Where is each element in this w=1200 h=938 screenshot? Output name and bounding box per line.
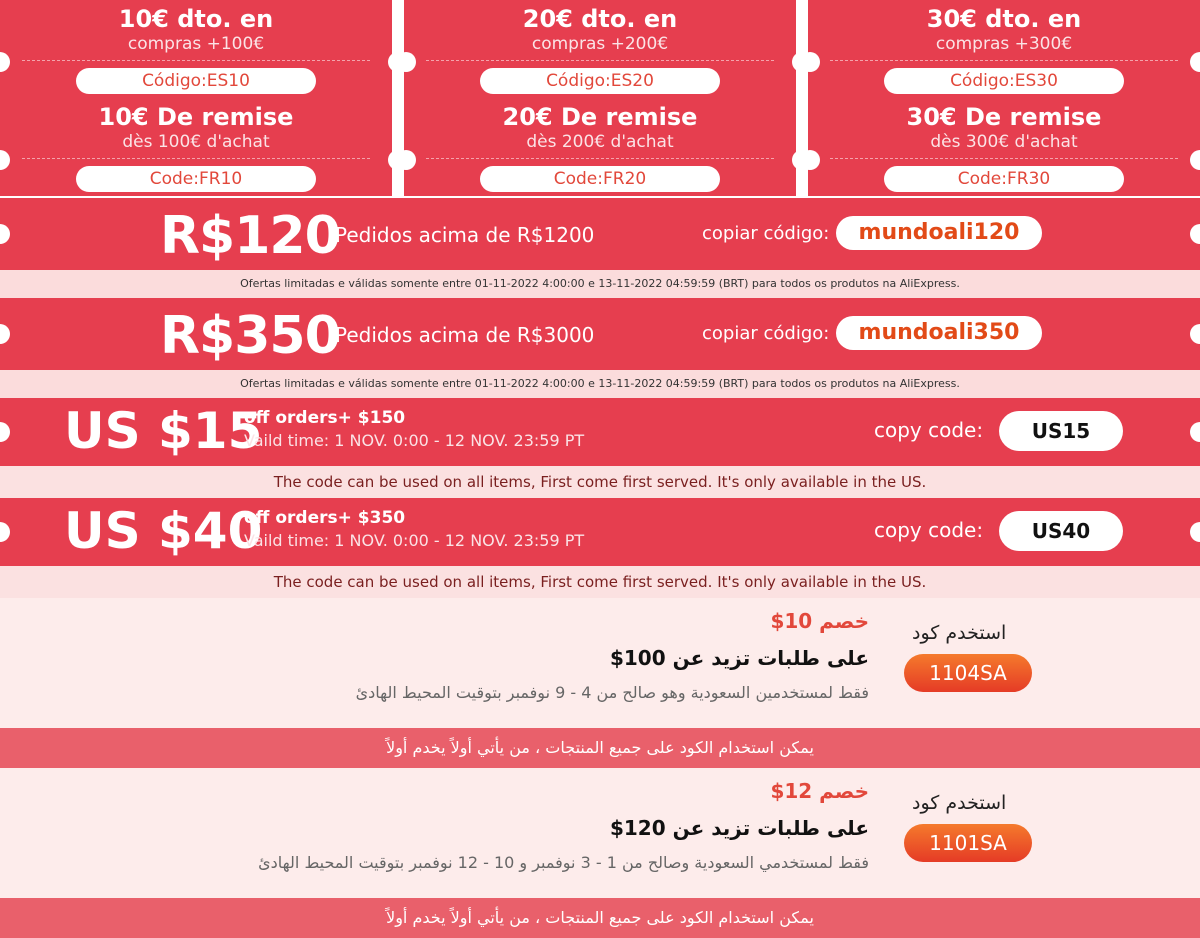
ticket-notch: [1190, 224, 1200, 244]
br-offer-banner-2: [0, 298, 1200, 370]
coupon-es-10: [0, 0, 392, 98]
offer-condition: off orders+ $150: [244, 408, 406, 428]
dashed-divider: [22, 158, 370, 159]
ticket-notch: [1190, 324, 1200, 344]
ticket-notch: [800, 150, 820, 170]
coupon-title: 10€ De remise: [98, 103, 294, 131]
dashed-divider: [830, 158, 1178, 159]
coupon-code-pill[interactable]: Código:ES10: [76, 68, 316, 94]
copy-code-label: copy code:: [874, 418, 984, 442]
offer-condition: على طلبات تزيد عن 100$: [609, 646, 869, 670]
coupon-title: 20€ De remise: [502, 103, 698, 131]
coupon-code-pill[interactable]: Código:ES20: [480, 68, 720, 94]
coupon-subtitle: dès 100€ d'achat: [122, 132, 270, 152]
coupon-code-pill[interactable]: Code:FR20: [480, 166, 720, 192]
offer-condition: على طلبات تزيد عن 120$: [609, 816, 869, 840]
use-code-label: استخدم كود: [912, 792, 1007, 814]
ticket-notch: [800, 52, 820, 72]
sa-offer-note-2: يمكن استخدام الكود على جميع المنتجات ، من يأتي أولاً يخدم أولاً: [0, 898, 1200, 938]
offer-amount: US $15: [64, 402, 263, 460]
offer-detail: فقط لمستخدمين السعودية وهو صالح من 4 - 9 نوفمبر بتوقيت المحيط الهادئ: [355, 683, 869, 702]
coupon-code-pill[interactable]: Código:ES30: [884, 68, 1124, 94]
copy-code-label: copiar código:: [702, 223, 830, 244]
ticket-notch: [0, 224, 10, 244]
offer-valid-time: Vaild time: 1 NOV. 0:00 - 12 NOV. 23:59 PT: [244, 431, 585, 450]
dashed-divider: [426, 60, 774, 61]
coupon-code-button[interactable]: mundoali120: [836, 216, 1042, 250]
coupon-title: 10€ dto. en: [118, 5, 274, 33]
coupon-code-pill[interactable]: Code:FR30: [884, 166, 1124, 192]
offer-condition: Pedidos acima de R$1200: [335, 223, 595, 247]
offer-condition: off orders+ $350: [244, 508, 406, 528]
coupon-code-button[interactable]: 1101SA: [904, 824, 1032, 862]
dashed-divider: [830, 60, 1178, 61]
coupon-fr-20: [404, 98, 796, 196]
coupon-fr-30: [808, 98, 1200, 196]
coupon-code-button[interactable]: mundoali350: [836, 316, 1042, 350]
coupon-title: 20€ dto. en: [522, 5, 678, 33]
us-offer-note-1: The code can be used on all items, First come first served. It's only available in the US.: [0, 466, 1200, 498]
coupon-column-3: [808, 0, 1200, 196]
coupon-subtitle: dès 300€ d'achat: [930, 132, 1078, 152]
coupon-es-20: [404, 0, 796, 98]
ticket-notch: [1190, 422, 1200, 442]
offer-amount: R$120: [160, 206, 340, 266]
ticket-notch: [396, 150, 416, 170]
offer-amount: R$350: [160, 306, 340, 366]
copy-code-label: copiar código:: [702, 323, 830, 344]
coupon-es-30: [808, 0, 1200, 98]
br-offer-note-2: Ofertas limitadas e válidas somente entre 01-11-2022 4:00:00 e 13-11-2022 04:59:59 (BRT) para todos os produtos na AliExpress.: [0, 370, 1200, 398]
dashed-divider: [426, 158, 774, 159]
use-code-label: استخدم كود: [912, 622, 1007, 644]
offer-headline: خصم 10$: [770, 609, 869, 633]
offer-condition: Pedidos acima de R$3000: [335, 323, 595, 347]
us-offer-banner-1: [0, 398, 1200, 466]
sa-offer-note-1: يمكن استخدام الكود على جميع المنتجات ، من يأتي أولاً يخدم أولاً: [0, 728, 1200, 768]
offer-valid-time: Vaild time: 1 NOV. 0:00 - 12 NOV. 23:59 PT: [244, 531, 585, 550]
ticket-notch: [1190, 522, 1200, 542]
ticket-notch: [0, 522, 10, 542]
coupon-column-2: [404, 0, 796, 196]
coupon-code-pill[interactable]: Code:FR10: [76, 166, 316, 192]
coupon-fr-10: [0, 98, 392, 196]
sa-offer-2: [0, 768, 1200, 898]
ticket-notch: [396, 52, 416, 72]
coupon-code-button[interactable]: 1104SA: [904, 654, 1032, 692]
coupon-code-button[interactable]: US40: [999, 511, 1123, 551]
coupon-subtitle: compras +200€: [531, 34, 669, 54]
copy-code-label: copy code:: [874, 518, 984, 542]
offer-detail: فقط لمستخدمي السعودية وصالح من 1 - 3 نوفمبر و 10 - 12 نوفمبر بتوقيت المحيط الهادئ: [258, 853, 869, 872]
coupon-code-button[interactable]: US15: [999, 411, 1123, 451]
coupon-subtitle: compras +100€: [127, 34, 265, 54]
dashed-divider: [22, 60, 370, 61]
sa-offer-1: [0, 598, 1200, 728]
coupon-subtitle: dès 200€ d'achat: [526, 132, 674, 152]
offer-amount: US $40: [64, 502, 263, 560]
offer-headline: خصم 12$: [770, 779, 869, 803]
us-offer-banner-2: [0, 498, 1200, 566]
coupon-title: 30€ De remise: [906, 103, 1102, 131]
coupon-title: 30€ dto. en: [926, 5, 1082, 33]
coupon-subtitle: compras +300€: [935, 34, 1073, 54]
ticket-notch: [0, 324, 10, 344]
coupon-column-1: [0, 0, 392, 196]
br-offer-banner-1: [0, 198, 1200, 270]
us-offer-note-2: The code can be used on all items, First come first served. It's only available in the US.: [0, 566, 1200, 598]
ticket-notch: [0, 422, 10, 442]
br-offer-note-1: Ofertas limitadas e válidas somente entre 01-11-2022 4:00:00 e 13-11-2022 04:59:59 (BRT) para todos os produtos na AliExpress.: [0, 270, 1200, 298]
